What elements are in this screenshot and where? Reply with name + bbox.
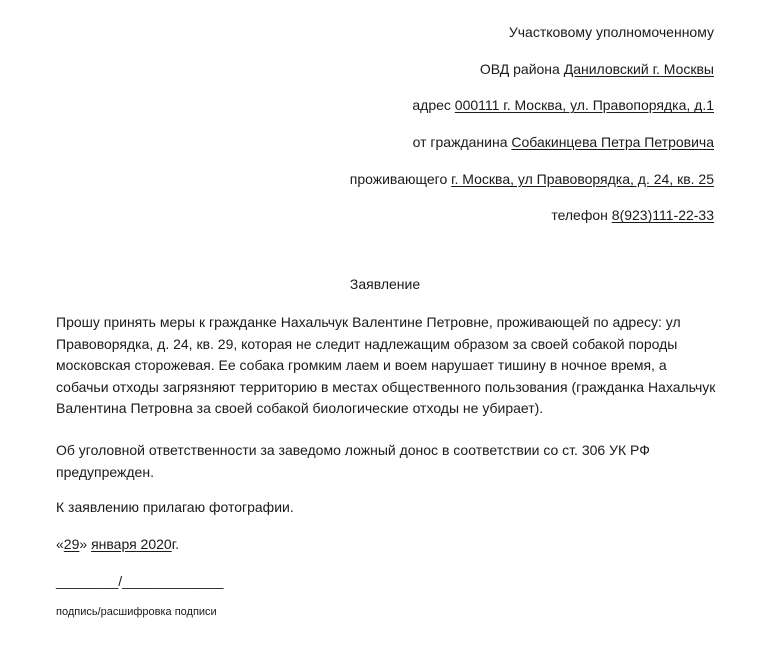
date-open-quote: « <box>56 536 64 552</box>
date-year-suffix: г. <box>171 536 179 552</box>
ovd-value: Даниловский г. Москвы <box>563 60 714 77</box>
address-label: адрес <box>412 97 455 114</box>
recipient-line <box>350 22 714 42</box>
residing-line <box>350 169 714 189</box>
document-title: Заявление <box>349 276 421 292</box>
signature-line: ________/_____________ <box>56 573 224 589</box>
attachment-paragraph: К заявлению прилагаю фотографии. <box>56 499 294 515</box>
liability-paragraph: Об уголовной ответственности за заведомо ложный донос в соответствии со ст. 306 УК РФ предупрежден. <box>56 442 650 480</box>
phone-label: телефон <box>551 207 612 224</box>
ovd-label: ОВД района <box>479 60 564 77</box>
from-value: Собакинцева Петра Петровича <box>511 134 714 151</box>
ovd-line <box>350 59 714 79</box>
address-line <box>350 95 714 115</box>
residing-label: проживающего <box>349 170 452 187</box>
from-label: от гражданина <box>412 134 512 151</box>
address-value: 000111 г. Москва, ул. Правопорядка, д.1 <box>454 97 714 114</box>
signature-caption: подпись/расшифровка подписи <box>56 606 217 618</box>
date-month: января <box>91 536 137 552</box>
recipient-text: Участковому уполномоченному <box>508 24 714 40</box>
date-close-quote: » <box>79 536 92 552</box>
phone-value: 8(923)111-22-33 <box>611 207 714 224</box>
date-year: 2020 <box>136 536 172 552</box>
request-paragraph: Прошу принять меры к гражданке Нахальчук Валентине Петровне, проживающей по адресу: ул Правоворядка, д. 24, кв. 29, которая не следит надлежащим образом за своей собакой породы московская сторожевая. Ее собака громким лаем и воем нарушает тишину в ночное время, а собачьи отходы загрязняют территорию в местах общественного пользования (гражданка Нахальчук Валентина Петровна за своей собакой биологические отходы не убирает). <box>56 314 716 416</box>
date-line <box>56 534 720 556</box>
date-day: 29 <box>63 536 80 552</box>
residing-value: г. Москва, ул Правоворядка, д. 24, кв. 25 <box>451 170 714 187</box>
from-line <box>350 132 714 152</box>
addressee-block <box>350 22 714 242</box>
phone-line <box>350 205 714 225</box>
